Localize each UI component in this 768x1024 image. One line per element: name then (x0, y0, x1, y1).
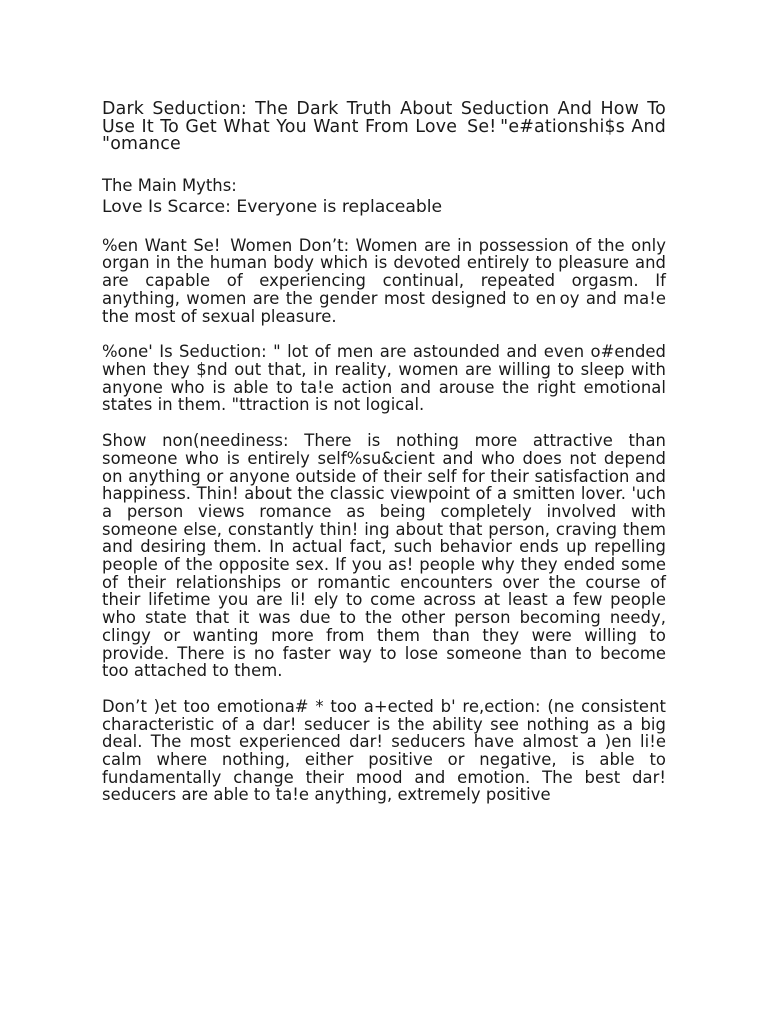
paragraph-emotional-rejection: Don’t )et too emotiona# * too a+ected b' re,ection: (ne consistent characteristic of a dar! seducer is the ability see nothing as a big deal. The most experienced dar! seducers have almost a )en li!e calm where nothing, either positive or negative, is able to fundamentally change their mood and emotion. The best dar! seducers are able to ta!e anything, extremely positive (102, 696, 666, 805)
document-title: Dark Seduction: The Dark Truth About Seduction And How To Use It To Get What You Want From Love Se! "e#ationshi$s And "omance (102, 99, 666, 155)
paragraph-money-is-seduction: %one' Is Seduction: " lot of men are astounded and even o#ended when they $nd out that, in reality, women are willing to sleep with anyone who is able to ta!e action and arouse the right emotional states in them. "ttraction is not logical. (102, 342, 666, 415)
paragraph-men-want-sex: %en Want Se! Women Don’t: Women are in possession of the only organ in the human body which is devoted entirely to pleasure and are capable of experiencing continual, repeated orgasm. If anything, women are the gender most designed to en oy and ma!e the most of sexual pleasure. (102, 235, 666, 326)
section-heading: The Main Myths: (102, 175, 237, 195)
myth-lead: Love Is Scarce: Everyone is replaceable (102, 196, 443, 217)
paragraph-non-neediness: Show non(neediness: There is nothing more attractive than someone who is entirely self%su&cient and who does not depend on anything or anyone outside of their self for their satisfaction and happiness. Thin! about the classic viewpoint of a smitten lover. 'uch a person views romance as being completely involved with someone else, constantly thin! ing about that person, craving them and desiring them. In actual fact, such behavior ends up repelling people of the opposite sex. If you as! people why they ended some of their relationships or romantic encounters over the course of their lifetime you are li! ely to come across at least a few people who state that it was due to the other person becoming needy, clingy or wanting more from them than they were willing to provide. There is no faster way to lose someone than to become too attached to them. (102, 431, 666, 681)
document-page (102, 101, 666, 804)
